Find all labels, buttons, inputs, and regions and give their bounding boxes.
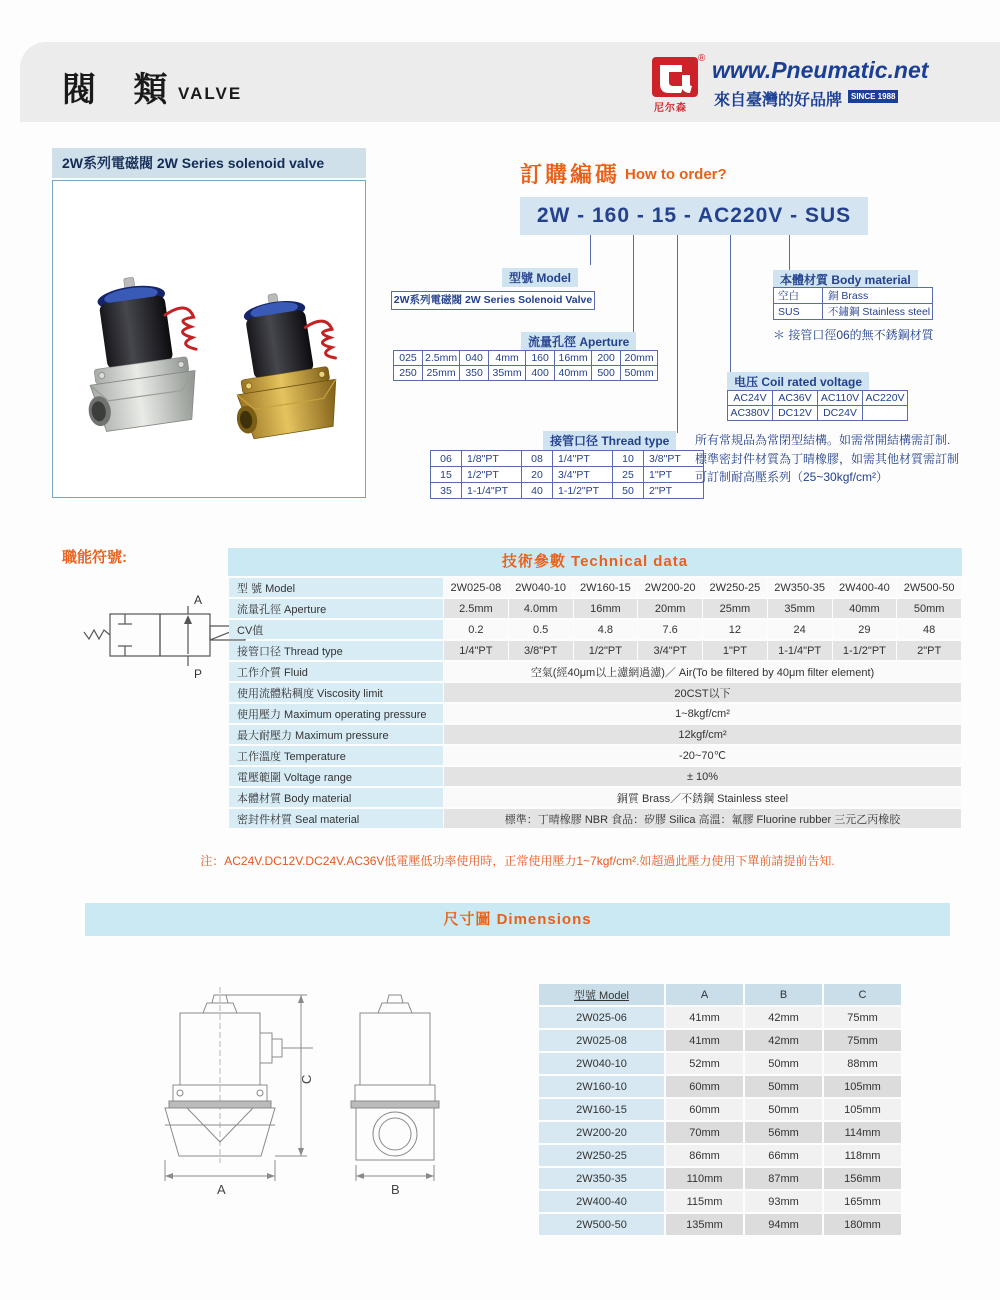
table-cell: SUS (774, 304, 823, 320)
table-cell: 118mm (824, 1145, 901, 1166)
table-cell: 空白 (774, 288, 823, 304)
spec-label: 電壓範圍 Voltage range (229, 767, 443, 786)
table-row (539, 1191, 901, 1212)
voltage-table (727, 390, 908, 421)
table-row (394, 351, 658, 366)
spec-label: 型 號 Model (229, 578, 443, 597)
spec-value: 24 (768, 620, 832, 639)
spec-value: 2W160-15 (574, 578, 638, 597)
table-cell: 25 (613, 467, 644, 483)
table-row (539, 1099, 901, 1120)
spec-value: 1/4"PT (444, 641, 508, 660)
aperture-table (393, 350, 658, 381)
spec-value: 25mm (703, 599, 767, 618)
spec-label: 本體材質 Body material (229, 788, 443, 807)
dims-col-b: B (745, 984, 822, 1005)
spec-value: 3/4"PT (638, 641, 702, 660)
table-cell: 42mm (745, 1030, 822, 1051)
spec-row (229, 620, 961, 639)
order-code: 2W - 160 - 15 - AC220V - SUS (520, 197, 868, 235)
table-cell: 87mm (745, 1168, 822, 1189)
table-cell: 35 (431, 483, 462, 499)
spec-value: 35mm (768, 599, 832, 618)
spec-label: CV值 (229, 620, 443, 639)
tech-data-section (228, 548, 962, 830)
dims-col-a: A (666, 984, 743, 1005)
table-cell: 20 (522, 467, 553, 483)
since-badge: SINCE 1988 (848, 90, 898, 103)
order-note-line: 可訂制耐高壓系列（25~30kgf/cm²） (695, 470, 889, 485)
spec-value: 2W350-35 (768, 578, 832, 597)
table-cell: 75mm (824, 1030, 901, 1051)
tech-table-body (229, 578, 961, 828)
spec-row (229, 746, 961, 765)
order-note-line: 所有常規品為常閉型結構。如需常開結構需訂制. (695, 433, 951, 447)
table-cell: AC220V (863, 391, 908, 406)
spec-value: 2W200-20 (638, 578, 702, 597)
body-material-note: ＊ 接管口徑06的無不銹鋼材質 (773, 328, 934, 342)
table-cell: 93mm (745, 1191, 822, 1212)
spec-value: 1-1/4"PT (768, 641, 832, 660)
thread-table (430, 450, 704, 499)
spec-value: 2W025-08 (444, 578, 508, 597)
spec-value: 0.2 (444, 620, 508, 639)
table-cell: 1"PT (644, 467, 704, 483)
table-cell: 40 (522, 483, 553, 499)
table-cell: 1/2"PT (462, 467, 522, 483)
spec-row (229, 641, 961, 660)
dims-col-c: C (824, 984, 901, 1005)
table-cell: 不鏽鋼 Stainless steel (823, 304, 933, 320)
spec-row (229, 578, 961, 597)
dimension-drawings (135, 985, 475, 1215)
order-title-en: How to order? (625, 166, 727, 183)
table-cell: 180mm (824, 1214, 901, 1235)
dim-label-a: A (217, 1182, 226, 1197)
page-title-cn: 閥 類 (62, 71, 182, 109)
table-cell: 70mm (666, 1122, 743, 1143)
spec-value: 12 (703, 620, 767, 639)
spec-value: 銅質 Brass／不銹鋼 Stainless steel (444, 788, 961, 807)
table-cell: 2.5mm (423, 351, 460, 366)
spec-value: 16mm (574, 599, 638, 618)
table-cell: AC380V (728, 406, 773, 421)
model-value: 2W系列電磁閥 2W Series Solenoid Valve (391, 291, 595, 310)
spec-value: 7.6 (638, 620, 702, 639)
symbol-title: 職能符號: (62, 549, 127, 566)
table-row (539, 1030, 901, 1051)
table-row (774, 288, 933, 304)
thread-header: 接管口径 Thread type (543, 431, 676, 450)
table-row (539, 1145, 901, 1166)
spec-value: 2W500-50 (897, 578, 961, 597)
table-cell: 銅 Brass (823, 288, 933, 304)
spec-value: 4.8 (574, 620, 638, 639)
table-cell: 2W350-35 (539, 1168, 664, 1189)
table-cell: 135mm (666, 1214, 743, 1235)
table-row (539, 1053, 901, 1074)
connector-line-thread (677, 235, 678, 433)
table-cell: 200 (592, 351, 621, 366)
registered-mark: ® (698, 53, 706, 64)
connector-line-body (789, 235, 790, 272)
connector-line-aperture (633, 235, 634, 334)
brand-name-cn: 尼尔森 (654, 103, 687, 114)
spec-label: 最大耐壓力 Maximum pressure (229, 725, 443, 744)
spec-value: 2W250-25 (703, 578, 767, 597)
table-row (431, 451, 704, 467)
product-series-title: 2W系列電磁閥 2W Series solenoid valve (52, 148, 366, 178)
table-cell: 52mm (666, 1053, 743, 1074)
table-cell: 1/4"PT (553, 451, 613, 467)
brand-website: www.Pneumatic.net (712, 57, 929, 83)
body-material-table (773, 287, 933, 320)
spec-value: ± 10% (444, 767, 961, 786)
spec-value: 空氣(經40μm以上濾網過濾)／ Air(To be filtered by 40μm filter element) (444, 662, 961, 681)
table-cell: 2W400-40 (539, 1191, 664, 1212)
table-row (431, 467, 704, 483)
valve-brass (218, 286, 347, 441)
table-cell: 41mm (666, 1007, 743, 1028)
table-cell: 1-1/2"PT (553, 483, 613, 499)
spec-value: 29 (833, 620, 897, 639)
table-row (774, 304, 933, 320)
table-row (539, 1076, 901, 1097)
table-cell: 2W160-10 (539, 1076, 664, 1097)
tech-footnote: 注：AC24V.DC12V.DC24V.AC36V低電壓低功率使用時，正常使用壓力1~7kgf/cm².如超過此壓力使用下單前請提前告知. (200, 854, 835, 868)
table-cell: 114mm (824, 1122, 901, 1143)
spec-row (229, 683, 961, 702)
table-cell: 50mm (621, 366, 658, 381)
table-cell: 1/8"PT (462, 451, 522, 467)
table-cell: 3/4"PT (553, 467, 613, 483)
table-row (728, 406, 908, 421)
table-cell: 105mm (824, 1076, 901, 1097)
table-cell: 60mm (666, 1099, 743, 1120)
table-row (394, 366, 658, 381)
spec-value: 12kgf/cm² (444, 725, 961, 744)
spec-value: 1~8kgf/cm² (444, 704, 961, 723)
table-cell: 10 (613, 451, 644, 467)
spec-value: 標準：丁晴橡膠 NBR 食品：矽膠 Silica 高溫：氟膠 Fluorine rubber 三元乙丙橡胶 (444, 809, 961, 828)
spec-value: 20CST以下 (444, 683, 961, 702)
table-cell: 2W025-08 (539, 1030, 664, 1051)
connector-line-voltage (730, 235, 731, 375)
table-cell: 2"PT (644, 483, 704, 499)
table-cell: AC110V (818, 391, 863, 406)
table-cell: 400 (526, 366, 555, 381)
table-cell: 94mm (745, 1214, 822, 1235)
table-cell: 50 (613, 483, 644, 499)
order-note-line: 標準密封件材質為丁晴橡膠，如需其他材質需訂制 (695, 451, 960, 466)
table-cell: 2W500-50 (539, 1214, 664, 1235)
table-cell: 2W160-15 (539, 1099, 664, 1120)
order-note (695, 431, 967, 487)
table-cell: 025 (394, 351, 423, 366)
spec-label: 接管口径 Thread type (229, 641, 443, 660)
spec-value: 20mm (638, 599, 702, 618)
table-cell: 500 (592, 366, 621, 381)
dimensions-header-row (539, 984, 901, 1005)
table-cell: 115mm (666, 1191, 743, 1212)
order-title-cn: 訂購編碼 (520, 162, 621, 187)
spec-value: 40mm (833, 599, 897, 618)
tech-data-table (228, 576, 962, 830)
spec-label: 工作溫度 Temperature (229, 746, 443, 765)
table-cell: 56mm (745, 1122, 822, 1143)
spec-label: 使用壓力 Maximum operating pressure (229, 704, 443, 723)
dimensions-table (537, 982, 903, 1237)
table-row (728, 391, 908, 406)
brand-logo (652, 53, 929, 115)
table-cell: 41mm (666, 1030, 743, 1051)
spec-value: 48 (897, 620, 961, 639)
spec-row (229, 788, 961, 807)
table-cell: 1-1/4"PT (462, 483, 522, 499)
table-row (539, 1168, 901, 1189)
table-cell: 2W250-25 (539, 1145, 664, 1166)
table-cell: AC24V (728, 391, 773, 406)
table-cell: 60mm (666, 1076, 743, 1097)
dim-label-b: B (391, 1182, 400, 1197)
spec-label: 使用流體粘稠度 Viscosity limit (229, 683, 443, 702)
spec-row (229, 767, 961, 786)
table-cell: 156mm (824, 1168, 901, 1189)
model-header: 型號 Model (502, 268, 578, 287)
spec-value: 4.0mm (509, 599, 573, 618)
table-cell: DC24V (818, 406, 863, 421)
table-cell: 350 (460, 366, 489, 381)
spec-value: 1"PT (703, 641, 767, 660)
table-cell: 4mm (489, 351, 526, 366)
table-cell: AC36V (773, 391, 818, 406)
table-cell: 08 (522, 451, 553, 467)
table-cell: 040 (460, 351, 489, 366)
spec-value: 0.5 (509, 620, 573, 639)
table-cell: 50mm (745, 1053, 822, 1074)
spec-label: 密封件材質 Seal material (229, 809, 443, 828)
table-cell: 75mm (824, 1007, 901, 1028)
spec-row (229, 599, 961, 618)
spec-value: 2W400-40 (833, 578, 897, 597)
voltage-header: 电压 Coil rated voltage (727, 372, 869, 391)
spec-value: 3/8"PT (509, 641, 573, 660)
spec-value: 1/2"PT (574, 641, 638, 660)
spec-value: 1-1/2"PT (833, 641, 897, 660)
spec-label: 流量孔徑 Aperture (229, 599, 443, 618)
table-cell: 66mm (745, 1145, 822, 1166)
product-photo (53, 181, 363, 495)
valve-stainless (71, 270, 208, 434)
body-material-header: 本體材質 Body material (773, 270, 918, 289)
table-cell: 165mm (824, 1191, 901, 1212)
brand-tagline: 來自臺灣的好品牌 (714, 92, 843, 109)
table-cell: 25mm (423, 366, 460, 381)
table-cell: 15 (431, 467, 462, 483)
spec-value: 2"PT (897, 641, 961, 660)
product-photo-frame (52, 180, 366, 498)
table-cell: 110mm (666, 1168, 743, 1189)
spec-label: 工作介質 Fluid (229, 662, 443, 681)
table-cell: 2W200-20 (539, 1122, 664, 1143)
table-cell: 20mm (621, 351, 658, 366)
table-row (539, 1122, 901, 1143)
table-cell: 86mm (666, 1145, 743, 1166)
dims-col-model: 型號 Model (539, 984, 664, 1005)
spec-row (229, 704, 961, 723)
table-cell: DC12V (773, 406, 818, 421)
table-cell: 42mm (745, 1007, 822, 1028)
spec-row (229, 725, 961, 744)
symbol-port-a: A (194, 593, 203, 607)
spec-value: 50mm (897, 599, 961, 618)
table-cell: 35mm (489, 366, 526, 381)
table-row (431, 483, 704, 499)
table-cell: 50mm (745, 1076, 822, 1097)
table-cell: 160 (526, 351, 555, 366)
table-cell: 3/8"PT (644, 451, 704, 467)
table-cell: 105mm (824, 1099, 901, 1120)
symbol-port-p: P (194, 667, 203, 681)
spec-row (229, 662, 961, 681)
dim-label-c: C (299, 1074, 314, 1084)
dimensions-title: 尺寸圖 Dimensions (85, 903, 950, 936)
table-cell: 2W040-10 (539, 1053, 664, 1074)
tech-data-title: 技術參數 Technical data (228, 548, 962, 576)
table-cell: 88mm (824, 1053, 901, 1074)
spec-value: 2.5mm (444, 599, 508, 618)
spec-row (229, 809, 961, 828)
table-cell (863, 406, 908, 421)
table-row (539, 1214, 901, 1235)
spec-value: -20~70℃ (444, 746, 961, 765)
table-cell: 50mm (745, 1099, 822, 1120)
table-cell: 06 (431, 451, 462, 467)
brand-logo-icon (652, 57, 698, 97)
page-title-en: VALVE (178, 84, 243, 103)
table-row (539, 1007, 901, 1028)
aperture-header: 流量孔徑 Aperture (521, 332, 636, 351)
table-cell: 40mm (555, 366, 592, 381)
table-cell: 250 (394, 366, 423, 381)
table-cell: 16mm (555, 351, 592, 366)
connector-line-model (590, 235, 591, 265)
table-cell: 2W025-06 (539, 1007, 664, 1028)
spec-value: 2W040-10 (509, 578, 573, 597)
